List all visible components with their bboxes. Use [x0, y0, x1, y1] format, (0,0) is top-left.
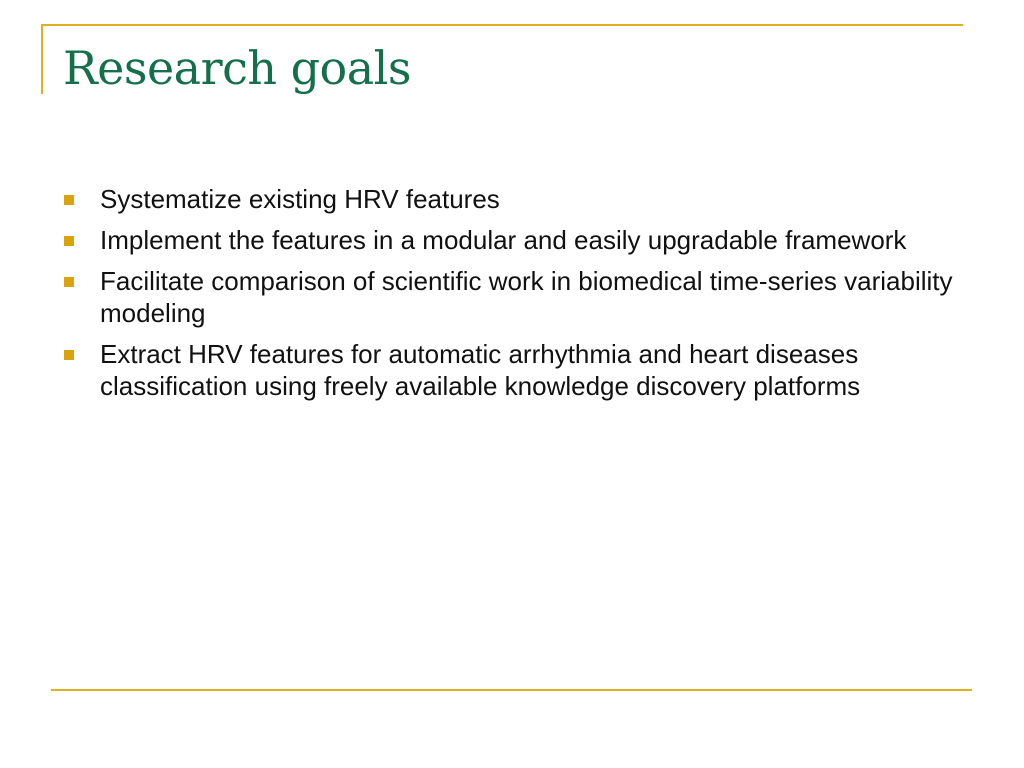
frame-top-line [41, 24, 963, 26]
square-bullet-icon [64, 236, 74, 246]
bullet-text: Extract HRV features for automatic arrhythmia and heart diseases classification using freely available knowledge discovery platforms [100, 339, 861, 401]
frame-left-line [41, 24, 43, 94]
bullet-item [64, 265, 964, 329]
square-bullet-icon [64, 277, 74, 287]
bullet-item [64, 338, 964, 402]
bullet-text: Systematize existing HRV features [100, 184, 500, 214]
square-bullet-icon [64, 350, 74, 360]
bullet-item [64, 183, 964, 215]
slide-title: Research goals [63, 41, 411, 95]
bullet-text: Facilitate comparison of scientific work in biomedical time-series variability modeling [100, 266, 953, 328]
bullet-text: Implement the features in a modular and easily upgradable framework [100, 225, 907, 255]
bullet-list [64, 183, 964, 411]
bullet-item [64, 224, 964, 256]
frame-bottom-line [51, 689, 972, 691]
square-bullet-icon [64, 195, 74, 205]
